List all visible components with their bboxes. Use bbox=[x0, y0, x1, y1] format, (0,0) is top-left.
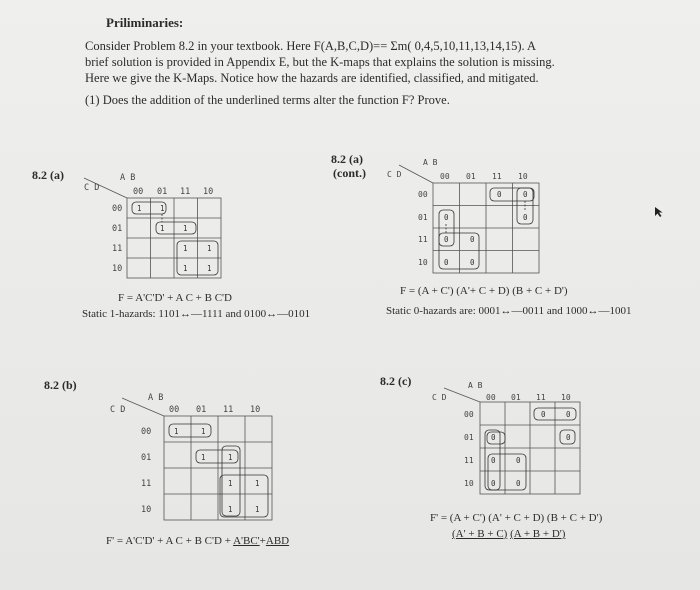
kmap-a-one: 1 bbox=[160, 204, 165, 213]
kmap-ac-zero: 0 bbox=[470, 258, 475, 267]
kmap-a-row: 00 bbox=[112, 204, 123, 214]
panel-a-label: 8.2 (a) bbox=[32, 168, 64, 182]
panel-c-underlined-term: (A + B + D') bbox=[510, 528, 566, 540]
kmap-ac-col: 01 bbox=[466, 172, 476, 181]
kmap-ac-col: 10 bbox=[518, 172, 528, 181]
kmap-ac-zero: 0 bbox=[444, 213, 449, 222]
panel-a-cont-label-1: 8.2 (a) bbox=[331, 152, 363, 166]
panel-b-underlined-term: ABD bbox=[265, 535, 290, 547]
kmap-b-cd: C D bbox=[110, 405, 126, 415]
kmap-a-one: 1 bbox=[183, 264, 188, 273]
kmap-a-one: 1 bbox=[183, 224, 188, 233]
kmap-c-col: 10 bbox=[561, 393, 571, 402]
panel-b-plus: + bbox=[259, 535, 266, 547]
kmap-a-cd: C D bbox=[84, 183, 100, 193]
panel-a-function: F = A'C'D' + A C + B C'D bbox=[118, 292, 232, 304]
kmap-ac-row: 11 bbox=[418, 235, 428, 244]
kmap-b-one: 1 bbox=[228, 453, 233, 462]
kmap-a-one: 1 bbox=[160, 224, 165, 233]
kmap-a-one: 1 bbox=[183, 244, 188, 253]
kmap-c-zero: 0 bbox=[541, 410, 546, 419]
kmap-b-one: 1 bbox=[255, 479, 260, 488]
kmap-b-row: 11 bbox=[141, 479, 152, 489]
panel-b-label: 8.2 (b) bbox=[44, 378, 77, 392]
kmap-ac-cd: C D bbox=[387, 170, 402, 179]
kmap-ac-zero: 0 bbox=[444, 258, 449, 267]
kmap-a-one: 1 bbox=[137, 204, 142, 213]
kmap-c-zero: 0 bbox=[491, 479, 496, 488]
kmap-ac-zero: 0 bbox=[523, 213, 528, 222]
panel-b-function-prefix: F' = A'C'D' + A C + B C'D + bbox=[106, 535, 231, 547]
kmap-c-zero: 0 bbox=[516, 456, 521, 465]
kmap-c-zero: 0 bbox=[491, 433, 496, 442]
kmap-ac-ab: A B bbox=[423, 158, 438, 167]
kmap-c-row: 00 bbox=[464, 410, 474, 419]
kmap-b-row: 10 bbox=[141, 505, 152, 515]
kmap-c-row: 01 bbox=[464, 433, 474, 442]
kmap-c-col: 01 bbox=[511, 393, 521, 402]
kmap-ac-row: 00 bbox=[418, 190, 428, 199]
panel-c-function-line2 bbox=[452, 528, 565, 540]
kmap-b bbox=[108, 390, 278, 530]
panel-b-function bbox=[106, 535, 289, 547]
kmap-b-col: 00 bbox=[169, 405, 180, 415]
kmap-ac-col: 00 bbox=[440, 172, 450, 181]
kmap-b-col: 10 bbox=[250, 405, 261, 415]
kmap-c-ab: A B bbox=[468, 381, 483, 390]
kmap-a-row: 01 bbox=[112, 224, 123, 234]
kmap-b-one: 1 bbox=[201, 427, 206, 436]
kmap-b-one: 1 bbox=[255, 505, 260, 514]
kmap-c bbox=[430, 378, 590, 503]
kmap-ac-zero: 0 bbox=[444, 235, 449, 244]
kmap-ac-row: 01 bbox=[418, 213, 428, 222]
kmap-b-one: 1 bbox=[228, 479, 233, 488]
kmap-b-svg bbox=[108, 390, 278, 525]
kmap-c-row: 10 bbox=[464, 479, 474, 488]
panel-a-cont-hazards: Static 0-hazards are: 0001↔—0011 and 1000↔—1001 bbox=[386, 305, 632, 317]
kmap-c-zero: 0 bbox=[566, 433, 571, 442]
kmap-c-zero: 0 bbox=[566, 410, 571, 419]
kmap-ac-zero: 0 bbox=[523, 190, 528, 199]
kmap-a-col: 10 bbox=[203, 187, 214, 197]
question: (1) Does the addition of the underlined terms alter the function F? Prove. bbox=[85, 93, 450, 107]
kmap-b-one: 1 bbox=[201, 453, 206, 462]
kmap-c-svg bbox=[430, 378, 590, 498]
heading: Priliminaries: bbox=[106, 15, 184, 30]
kmap-a-col: 01 bbox=[157, 187, 168, 197]
kmap-a-ab: A B bbox=[120, 173, 136, 183]
kmap-a-one: 1 bbox=[207, 264, 212, 273]
panel-a-hazards: Static 1-hazards: 1101↔—1111 and 0100↔—0101 bbox=[82, 308, 311, 320]
kmap-a-row: 11 bbox=[112, 244, 123, 254]
kmap-ac-zero: 0 bbox=[470, 235, 475, 244]
kmap-c-loop bbox=[487, 432, 505, 444]
panel-a-cont-label-2: (cont.) bbox=[333, 166, 366, 180]
kmap-b-row: 01 bbox=[141, 453, 152, 463]
panel-c-underlined-term: (A' + B + C) bbox=[452, 528, 508, 540]
kmap-b-one: 1 bbox=[228, 505, 233, 514]
kmap-a-col: 11 bbox=[180, 187, 191, 197]
panel-c-function-line1: F' = (A + C') (A' + C + D) (B + C + D') bbox=[430, 512, 603, 524]
kmap-c-zero: 0 bbox=[516, 479, 521, 488]
intro-line-3: Here we give the K-Maps. Notice how the hazards are identified, classified, and mitigated. bbox=[85, 71, 539, 85]
panel-a-cont-function: F = (A + C') (A'+ C + D) (B + C + D') bbox=[400, 285, 568, 297]
intro-line-1: Consider Problem 8.2 in your textbook. Here F(A,B,C,D)== Σm( 0,4,5,10,11,13,14,15). A bbox=[85, 39, 537, 53]
intro-line-2: brief solution is provided in Appendix E, but the K-maps that explains the solution is missing. bbox=[85, 55, 555, 69]
kmap-a-svg bbox=[82, 170, 242, 290]
panel-c-label: 8.2 (c) bbox=[380, 374, 412, 388]
kmap-ac-row: 10 bbox=[418, 258, 428, 267]
kmap-a-cont bbox=[385, 155, 555, 280]
kmap-c-cd: C D bbox=[432, 393, 447, 402]
kmap-b-one: 1 bbox=[174, 427, 179, 436]
kmap-a-one: 1 bbox=[207, 244, 212, 253]
kmap-a bbox=[82, 170, 242, 295]
kmap-c-row: 11 bbox=[464, 456, 474, 465]
kmap-ac-zero: 0 bbox=[497, 190, 502, 199]
kmap-c-zero: 0 bbox=[491, 456, 496, 465]
mouse-pointer-icon bbox=[654, 206, 664, 218]
kmap-ac-col: 11 bbox=[492, 172, 502, 181]
kmap-b-ab: A B bbox=[148, 393, 164, 403]
panel-b-underlined-term: A'BC' bbox=[233, 535, 260, 547]
kmap-b-row: 00 bbox=[141, 427, 152, 437]
kmap-c-col: 11 bbox=[536, 393, 546, 402]
kmap-a-col: 00 bbox=[133, 187, 144, 197]
kmap-c-col: 00 bbox=[486, 393, 496, 402]
kmap-a-row: 10 bbox=[112, 264, 123, 274]
kmap-a-cont-svg bbox=[385, 155, 555, 275]
kmap-b-col: 01 bbox=[196, 405, 207, 415]
kmap-b-col: 11 bbox=[223, 405, 234, 415]
